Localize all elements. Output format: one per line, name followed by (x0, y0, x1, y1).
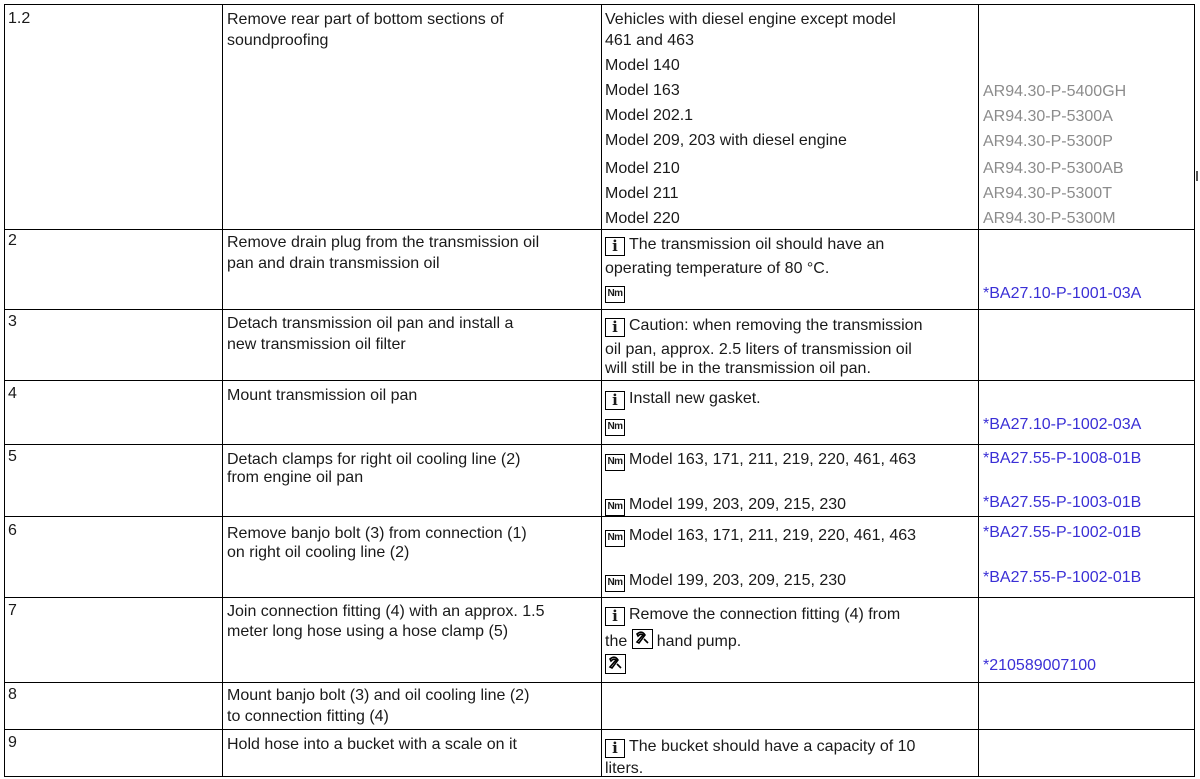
column-divider (222, 5, 223, 776)
info-icon: i (605, 607, 625, 626)
note-text: The bucket should have a capacity of 10 (629, 738, 916, 755)
note-line (605, 315, 922, 337)
note-line (605, 494, 846, 516)
row-divider (5, 682, 1194, 683)
special-tool-icon (605, 654, 626, 674)
info-icon: i (605, 237, 625, 256)
torque-icon: Nm (605, 575, 625, 592)
note-line (605, 736, 915, 758)
action-text: Join connection fitting (4) with an approx. 1.5 (227, 603, 545, 620)
row-divider (5, 729, 1194, 730)
note-line (605, 388, 761, 410)
special-tool-icon (632, 629, 653, 649)
note-line (605, 604, 900, 626)
note-line (605, 525, 916, 547)
step-number: 4 (8, 385, 17, 402)
step-number: 7 (8, 602, 17, 619)
reference-link[interactable]: AR94.30-P-5300A (983, 108, 1113, 125)
row-divider (5, 309, 1194, 310)
info-icon: i (605, 318, 625, 337)
note-line (605, 449, 916, 471)
note-text: hand pump. (656, 633, 742, 650)
note-text: The transmission oil should have an (629, 236, 885, 253)
row-divider (5, 516, 1194, 517)
action-text: Remove banjo bolt (3) from connection (1) (227, 525, 527, 542)
note-text: Model 209, 203 with diesel engine (605, 132, 847, 149)
action-text: from engine oil pan (227, 469, 364, 486)
reference-link[interactable]: AR94.30-P-5300M (983, 210, 1116, 227)
action-text: Remove rear part of bottom sections of (227, 11, 504, 28)
action-text: on right oil cooling line (2) (227, 544, 410, 561)
note-text: Model 210 (605, 160, 680, 177)
action-text: new transmission oil filter (227, 336, 406, 353)
note-line (605, 234, 884, 256)
row-divider (5, 444, 1194, 445)
action-text: pan and drain transmission oil (227, 255, 440, 272)
action-text: Detach transmission oil pan and install a (227, 315, 514, 332)
note-text: the (605, 633, 628, 650)
torque-icon: Nm (605, 530, 625, 547)
torque-icon: Nm (605, 454, 625, 471)
reference-link[interactable]: *BA27.10-P-1002-03A (983, 416, 1142, 433)
action-text: Mount transmission oil pan (227, 387, 418, 404)
reference-link[interactable]: *BA27.55-P-1002-01B (983, 569, 1142, 586)
note-text: Model 163 (605, 82, 680, 99)
reference-link[interactable]: AR94.30-P-5300P (983, 133, 1113, 150)
reference-link[interactable]: *BA27.55-P-1008-01B (983, 450, 1142, 467)
reference-link[interactable]: AR94.30-P-5300AB (983, 160, 1124, 177)
note-line (605, 414, 629, 436)
info-icon: i (605, 391, 625, 410)
action-text: Detach clamps for right oil cooling line (2) (227, 451, 521, 468)
step-number: 2 (8, 232, 17, 249)
info-icon: i (605, 739, 625, 758)
torque-icon: Nm (605, 419, 625, 436)
note-text: Vehicles with diesel engine except model (605, 11, 896, 28)
note-text: Model 140 (605, 57, 680, 74)
column-divider (978, 5, 979, 776)
torque-icon: Nm (605, 286, 625, 303)
note-text: operating temperature of 80 °C. (605, 260, 830, 277)
note-text: liters. (605, 760, 644, 777)
note-text: Model 202.1 (605, 107, 694, 124)
reference-link[interactable]: *BA27.10-P-1001-03A (983, 285, 1142, 302)
note-text: Model 211 (605, 185, 679, 202)
action-text: Remove drain plug from the transmission oil (227, 234, 540, 251)
note-text: Model 220 (605, 210, 680, 227)
column-divider (601, 5, 602, 776)
reference-link[interactable]: AR94.30-P-5300T (983, 185, 1112, 202)
reference-link[interactable]: *BA27.55-P-1003-01B (983, 494, 1142, 511)
row-divider (5, 380, 1194, 381)
step-number: 8 (8, 686, 17, 703)
step-number: 9 (8, 734, 17, 751)
note-text: Caution: when removing the transmission (629, 317, 923, 334)
reference-link[interactable]: AR94.30-P-5400GH (983, 83, 1127, 100)
text-cursor-mark (1196, 171, 1198, 181)
note-line (605, 629, 741, 652)
note-text: Model 199, 203, 209, 215, 230 (629, 496, 847, 513)
step-number: 6 (8, 522, 17, 539)
note-text: 461 and 463 (605, 32, 694, 49)
note-text: Model 163, 171, 211, 219, 220, 461, 463 (629, 451, 917, 468)
step-number: 3 (8, 313, 17, 330)
note-text: oil pan, approx. 2.5 liters of transmission oil (605, 341, 912, 358)
note-line (605, 654, 630, 677)
row-divider (5, 229, 1194, 230)
note-text: will still be in the transmission oil pan. (605, 360, 871, 377)
note-text: Model 163, 171, 211, 219, 220, 461, 463 (629, 527, 917, 544)
note-line (605, 570, 846, 592)
action-text: Hold hose into a bucket with a scale on it (227, 736, 517, 753)
reference-link[interactable]: *210589007100 (983, 657, 1097, 674)
note-line (605, 281, 629, 303)
action-text: to connection fitting (4) (227, 708, 389, 725)
action-text: soundproofing (227, 32, 329, 49)
row-divider (5, 597, 1194, 598)
step-number: 1.2 (8, 10, 31, 27)
action-text: meter long hose using a hose clamp (5) (227, 623, 509, 640)
note-text: Install new gasket. (629, 390, 761, 407)
note-text: Model 199, 203, 209, 215, 230 (629, 572, 847, 589)
torque-icon: Nm (605, 499, 625, 516)
step-number: 5 (8, 448, 17, 465)
reference-link[interactable]: *BA27.55-P-1002-01B (983, 524, 1142, 541)
note-text: Remove the connection fitting (4) from (629, 606, 901, 623)
action-text: Mount banjo bolt (3) and oil cooling line (2) (227, 687, 530, 704)
